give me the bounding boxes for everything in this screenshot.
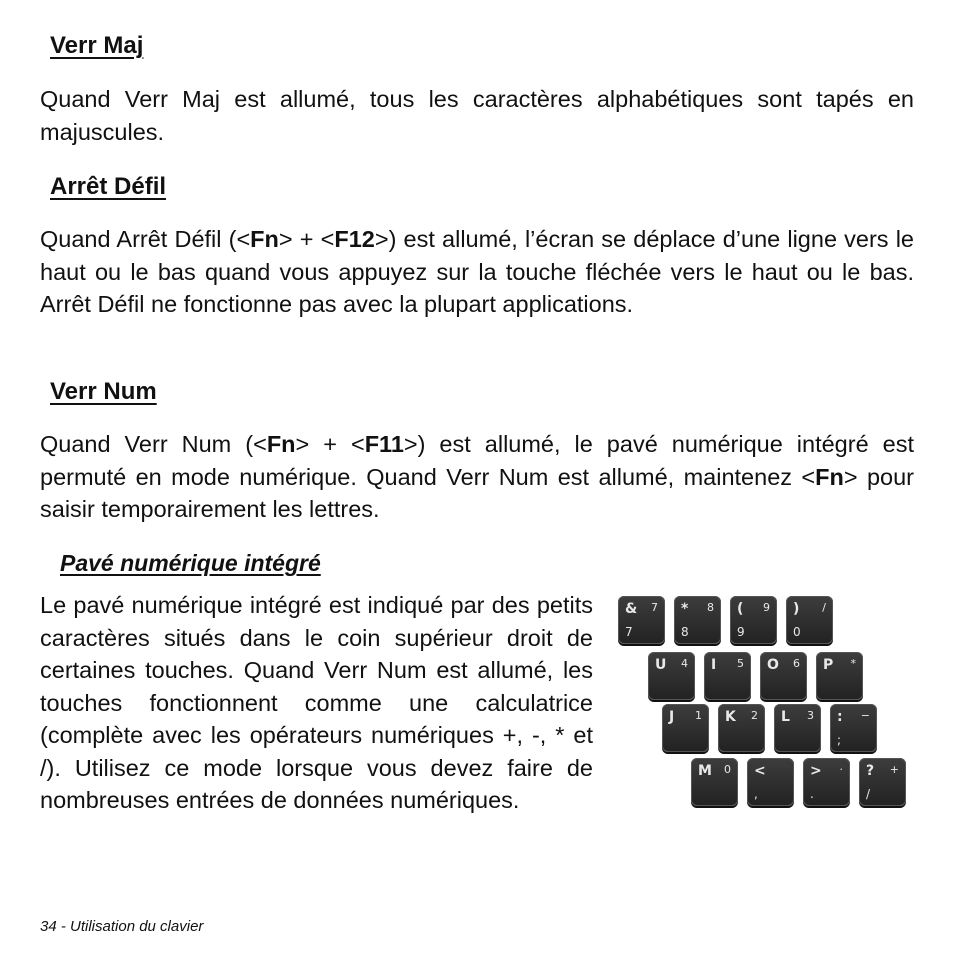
- keypad-key-sub-label: 8: [707, 601, 714, 614]
- keypad-key-main-label: >: [810, 763, 822, 779]
- keypad-key-bottom-label: /: [866, 787, 871, 801]
- keypad-key: [830, 704, 877, 752]
- paragraph-arret-defil: Quand Arrêt Défil (<Fn> + <F12>) est allumé, l’écran se déplace d’une ligne vers le haut ou le bas quand vous appuyez sur la touche fléchée vers le haut ou le bas. Arrêt Défil ne fonctionne pas avec la plupart applications.: [40, 226, 914, 317]
- keypad-key: [718, 704, 765, 752]
- key-fn: Fn: [266, 431, 296, 457]
- keypad-key: [760, 652, 807, 700]
- keypad-key: [859, 758, 906, 806]
- keypad-key-bottom-label: 8: [681, 625, 689, 639]
- paragraph-verr-maj: Quand Verr Maj est allumé, tous les caractères alphabétiques sont tapés en majuscules.: [40, 86, 914, 145]
- keypad-key-main-label: *: [681, 601, 689, 617]
- page-footer: 34 - Utilisation du clavier: [40, 918, 204, 935]
- keypad-key-sub-label: /: [822, 601, 826, 614]
- paragraph-pave-numerique: Le pavé numérique intégré est indiqué par des petits caractères situés dans le coin supérieur droit de certaines touches. Quand Verr Num est allumé, les touches fonctionnent comme une calculatrice (complète avec les opérateurs numériques +, -, * et /). Utilisez ce mode lorsque vous devez faire de nombreuses entrées de données numériques.: [40, 592, 593, 813]
- embedded-keypad-image: [618, 596, 910, 808]
- keypad-key-main-label: P: [823, 657, 834, 673]
- heading-arret-defil: Arrêt Défil: [50, 173, 167, 200]
- keypad-key-main-label: I: [711, 657, 717, 673]
- keypad-key-sub-label: 5: [737, 657, 744, 670]
- key-fn: Fn: [815, 463, 844, 490]
- keypad-key: [691, 758, 738, 806]
- keypad-key-sub-label: 1: [695, 709, 702, 722]
- keypad-key-main-label: ): [793, 601, 800, 617]
- key-f12: F12: [334, 226, 375, 252]
- keypad-key: [803, 758, 850, 806]
- keypad-key-main-label: :: [837, 709, 843, 725]
- keypad-key-sub-label: 7: [651, 601, 658, 614]
- keypad-key: [674, 596, 721, 644]
- keypad-key-main-label: &: [625, 601, 638, 617]
- keypad-key-sub-label: *: [850, 657, 856, 670]
- keypad-key-main-label: J: [669, 709, 675, 725]
- keypad-key-sub-label: 2: [751, 709, 758, 722]
- keypad-key-bottom-label: 7: [625, 625, 633, 639]
- keypad-key: [704, 652, 751, 700]
- keypad-key: [648, 652, 695, 700]
- keypad-key-main-label: ?: [866, 763, 875, 779]
- paragraph-verr-num: Quand Verr Num (<Fn> + <F11>) est allumé, le pavé numérique intégré est permuté en mode numérique. Quand Verr Num est allumé, maintenez <Fn> pour saisir temporairement les lettres.: [40, 431, 914, 522]
- keypad-key-bottom-label: .: [810, 787, 814, 801]
- keypad-key-sub-label: +: [889, 763, 899, 776]
- keypad-key: [774, 704, 821, 752]
- keypad-key-main-label: M: [698, 763, 712, 779]
- keypad-key: [747, 758, 794, 806]
- keypad-key-main-label: <: [754, 763, 766, 779]
- keypad-key-bottom-label: 0: [793, 625, 801, 639]
- keypad-key-sub-label: ·: [839, 763, 843, 776]
- keypad-key-main-label: L: [781, 709, 790, 725]
- keypad-key-bottom-label: ;: [837, 733, 842, 747]
- keypad-key: [730, 596, 777, 644]
- key-fn: Fn: [250, 226, 279, 252]
- keypad-key-main-label: K: [725, 709, 736, 725]
- keypad-key-sub-label: 9: [763, 601, 770, 614]
- keypad-key: [816, 652, 863, 700]
- keypad-key-sub-label: 3: [807, 709, 814, 722]
- keypad-key: [662, 704, 709, 752]
- keypad-key-bottom-label: ,: [754, 787, 758, 801]
- subheading-pave-numerique: Pavé numérique intégré: [60, 550, 321, 576]
- keypad-key-main-label: U: [655, 657, 667, 673]
- keypad-key-sub-label: 6: [793, 657, 800, 670]
- heading-verr-maj: Verr Maj: [50, 32, 144, 59]
- keypad-key: [618, 596, 665, 644]
- keypad-key-main-label: (: [737, 601, 744, 617]
- keypad-key-sub-label: −: [860, 709, 870, 722]
- keypad-key-sub-label: 0: [724, 763, 731, 776]
- keypad-key-bottom-label: 9: [737, 625, 745, 639]
- key-f11: F11: [364, 431, 404, 457]
- keypad-key-main-label: O: [767, 657, 779, 673]
- keypad-key-sub-label: 4: [681, 657, 688, 670]
- heading-verr-num: Verr Num: [50, 378, 157, 405]
- keypad-key: [786, 596, 833, 644]
